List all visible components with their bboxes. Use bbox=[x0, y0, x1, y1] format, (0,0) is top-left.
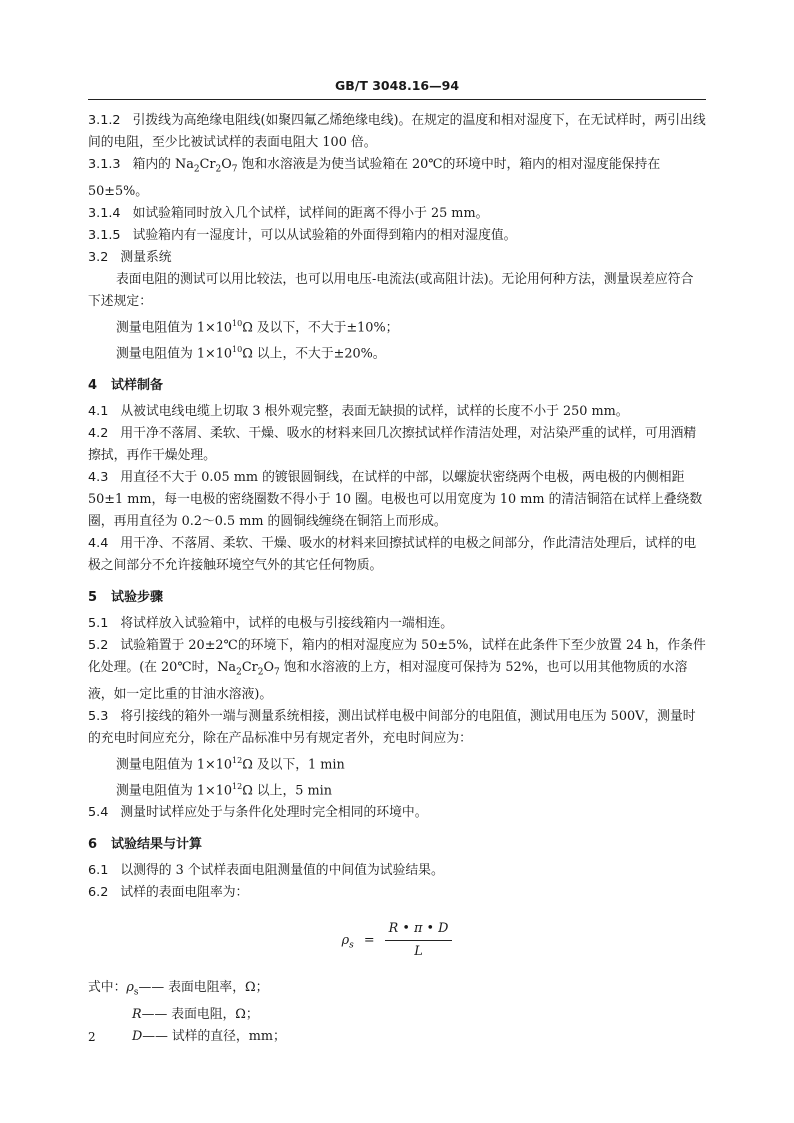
symbol: ρ bbox=[126, 980, 134, 996]
clause-5-1 bbox=[88, 613, 706, 635]
clause-number: 3.2 bbox=[88, 249, 109, 265]
clause-number: 4.3 bbox=[88, 470, 109, 486]
clause-number: 3.1.4 bbox=[88, 205, 121, 221]
formula-equals: = bbox=[363, 933, 375, 949]
clause-text: 用干净不落屑、柔软、干燥、吸水的材料来回几次擦拭试样作清洁处理，对沾染严重的试样，可用酒精擦拭，再作干燥处理。 bbox=[88, 426, 697, 464]
clause-number: 5.2 bbox=[88, 638, 109, 654]
section-number: 5 bbox=[88, 590, 98, 606]
resistivity-formula bbox=[88, 918, 706, 963]
charge-text: Ω 以上，5 min bbox=[242, 783, 332, 799]
page-number: 2 bbox=[88, 1030, 96, 1044]
clause-text: 饱和水溶液是为使当试验箱在 20℃的环境中时，箱内的相对湿度能保持在 50±5%。 bbox=[88, 157, 661, 199]
section-title: 试验步骤 bbox=[111, 590, 164, 606]
clause-text: Cr bbox=[241, 660, 258, 676]
clause-text: 试验箱内有一湿度计，可以从试验箱的外面得到箱内的相对湿度值。 bbox=[132, 227, 517, 243]
limit-text: Ω 以上，不大于±20%。 bbox=[242, 346, 386, 362]
clause-6-2 bbox=[88, 882, 706, 904]
formula-fraction bbox=[385, 918, 453, 963]
section-6-heading bbox=[88, 834, 706, 856]
superscript: 12 bbox=[232, 755, 243, 765]
clause-4-3 bbox=[88, 467, 706, 533]
clause-number: 5.1 bbox=[88, 616, 109, 632]
symbol-sub: s bbox=[133, 987, 139, 998]
charge-time-1 bbox=[88, 750, 706, 776]
definition-text: —— 表面电阻，Ω； bbox=[141, 1006, 259, 1022]
limit-text: 测量电阻值为 1×10 bbox=[116, 346, 232, 362]
clause-text: 试样的表面电阻率为： bbox=[120, 885, 249, 901]
header-rule bbox=[88, 99, 706, 100]
symbol: R bbox=[132, 1006, 142, 1022]
clause-number: 4.2 bbox=[88, 426, 109, 442]
subscript: 7 bbox=[273, 667, 280, 678]
superscript: 12 bbox=[232, 781, 243, 791]
clause-3-2 bbox=[88, 247, 706, 269]
formula-lhs-sub: s bbox=[349, 940, 354, 951]
superscript: 10 bbox=[232, 344, 243, 354]
section-number: 6 bbox=[88, 837, 98, 853]
clause-5-4 bbox=[88, 802, 706, 824]
formula-denominator: L bbox=[414, 944, 423, 960]
clause-text: 从被试电线电缆上切取 3 根外观完整，表面无缺损的试样，试样的长度不小于 250 mm。 bbox=[120, 404, 629, 420]
clause-text: O bbox=[263, 660, 274, 676]
clause-3-1-4 bbox=[88, 203, 706, 225]
measure-limit-2 bbox=[88, 339, 706, 365]
standard-header: GB/T 3048.16—94 bbox=[334, 78, 460, 93]
clause-3-1-5 bbox=[88, 225, 706, 247]
clause-4-2 bbox=[88, 423, 706, 467]
clause-4-1 bbox=[88, 401, 706, 423]
clause-4-4 bbox=[88, 533, 706, 577]
clause-number: 5.3 bbox=[88, 708, 109, 724]
section-title: 试样制备 bbox=[111, 378, 164, 394]
subscript: 2 bbox=[215, 164, 222, 175]
clause-number: 3.1.5 bbox=[88, 227, 121, 243]
charge-text: 测量电阻值为 1×10 bbox=[116, 756, 232, 772]
clause-text: 用直径不大于 0.05 mm 的镀银圆铜线，在试样的中部，以螺旋状密绕两个电极，两电极的内侧相距 50±1 mm，每一电极的密绕圈数不得小于 10 圈。电极也可以用宽度为 10 mm 的清洁铜箔在试样上叠绕数圈，再用直径为 0.2～0.5 mm 的圆铜线缠绕在铜箔上而形成。 bbox=[88, 470, 703, 530]
subscript: 2 bbox=[257, 667, 264, 678]
formula-lhs: ρ bbox=[341, 933, 350, 949]
document-body bbox=[88, 110, 706, 1048]
section-title: 试验结果与计算 bbox=[111, 837, 203, 853]
definition-text: —— 表面电阻率，Ω； bbox=[138, 980, 269, 996]
clause-number: 6.2 bbox=[88, 885, 109, 901]
clause-text: 将引接线的箱外一端与测量系统相接，测出试样电极中间部分的电阻值，测试用电压为 500V，测量时的充电时间应充分，除在产品标准中另有规定者外，充电时间应为： bbox=[88, 708, 696, 746]
clause-text: 如试验箱同时放入几个试样，试样间的距离不得小于 25 mm。 bbox=[132, 205, 489, 221]
definition-d bbox=[88, 1026, 706, 1048]
clause-number: 3.1.2 bbox=[88, 113, 121, 128]
clause-text: 箱内的 Na bbox=[132, 157, 194, 172]
clause-text: Cr bbox=[199, 157, 216, 172]
subscript: 2 bbox=[236, 667, 242, 678]
clause-text: 饱和水溶液的上方，相对湿度可保持为 52%，也可以用其他物质的水溶液，如一定比重的甘油水溶液)。 bbox=[88, 660, 688, 702]
clause-5-2 bbox=[88, 635, 706, 706]
variable-definitions bbox=[88, 977, 706, 1048]
charge-time-2 bbox=[88, 776, 706, 802]
symbol: D bbox=[132, 1028, 143, 1044]
definition-rho bbox=[88, 977, 706, 1004]
section-4-heading bbox=[88, 375, 706, 397]
measure-limit-1 bbox=[88, 313, 706, 339]
clause-number: 4.4 bbox=[88, 536, 109, 552]
clause-3-1-2 bbox=[88, 110, 706, 154]
clause-text: 用干净、不落屑、柔软、干燥、吸水的材料来回擦拭试样的电极之间部分，作此清洁处理后，试样的电极之间部分不允许接触环境空气外的其它任何物质。 bbox=[88, 536, 697, 574]
formula-numerator: R • π • D bbox=[385, 918, 453, 941]
clause-number: 5.4 bbox=[88, 805, 109, 821]
clause-text: 引拨线为高绝缘电阻线(如聚四氟乙烯绝缘电线)。在规定的温度和相对湿度下，在无试样时，两引出线间的电阻，至少比被试试样的表面电阻大 100 倍。 bbox=[88, 113, 706, 150]
clause-number: 3.1.3 bbox=[88, 157, 121, 172]
clause-number: 4.1 bbox=[88, 404, 109, 420]
definition-text: —— 试样的直径，mm； bbox=[142, 1028, 286, 1044]
clause-3-1-3 bbox=[88, 154, 706, 203]
clause-text: 将试样放入试验箱中，试样的电极与引接线箱内一端相连。 bbox=[120, 616, 454, 632]
subscript: 7 bbox=[231, 164, 238, 175]
measure-intro: 表面电阻的测试可以用比较法，也可以用电压-电流法(或高阻计法)。无论用何种方法，测量误差应符合下述规定： bbox=[88, 271, 694, 309]
clause-5-3 bbox=[88, 706, 706, 750]
subscript: 2 bbox=[193, 164, 200, 175]
limit-text: 测量电阻值为 1×10 bbox=[116, 319, 232, 335]
charge-text: Ω 及以下，1 min bbox=[242, 756, 345, 772]
where-lead: 式中： bbox=[88, 980, 127, 996]
clause-text: 测量时试样应处于与条件化处理时完全相同的环境中。 bbox=[120, 805, 428, 821]
clause-text: 试验箱置于 20±2℃的环境下，箱内的相对湿度应为 50±5%，试样在此条件下至少放置 24 h，作条件化处理。(在 20℃时，Na bbox=[88, 638, 706, 676]
clause-6-1 bbox=[88, 860, 706, 882]
section-5-heading bbox=[88, 587, 706, 609]
limit-text: Ω 及以下，不大于±10%； bbox=[242, 319, 399, 335]
clause-number: 6.1 bbox=[88, 863, 109, 879]
clause-text: O bbox=[221, 157, 232, 172]
superscript: 10 bbox=[232, 318, 243, 328]
definition-r bbox=[88, 1004, 706, 1026]
clause-text: 测量系统 bbox=[120, 249, 172, 265]
clause-text: 以测得的 3 个试样表面电阻测量值的中间值为试验结果。 bbox=[120, 863, 444, 879]
charge-text: 测量电阻值为 1×10 bbox=[116, 783, 232, 799]
section-number: 4 bbox=[88, 378, 98, 394]
